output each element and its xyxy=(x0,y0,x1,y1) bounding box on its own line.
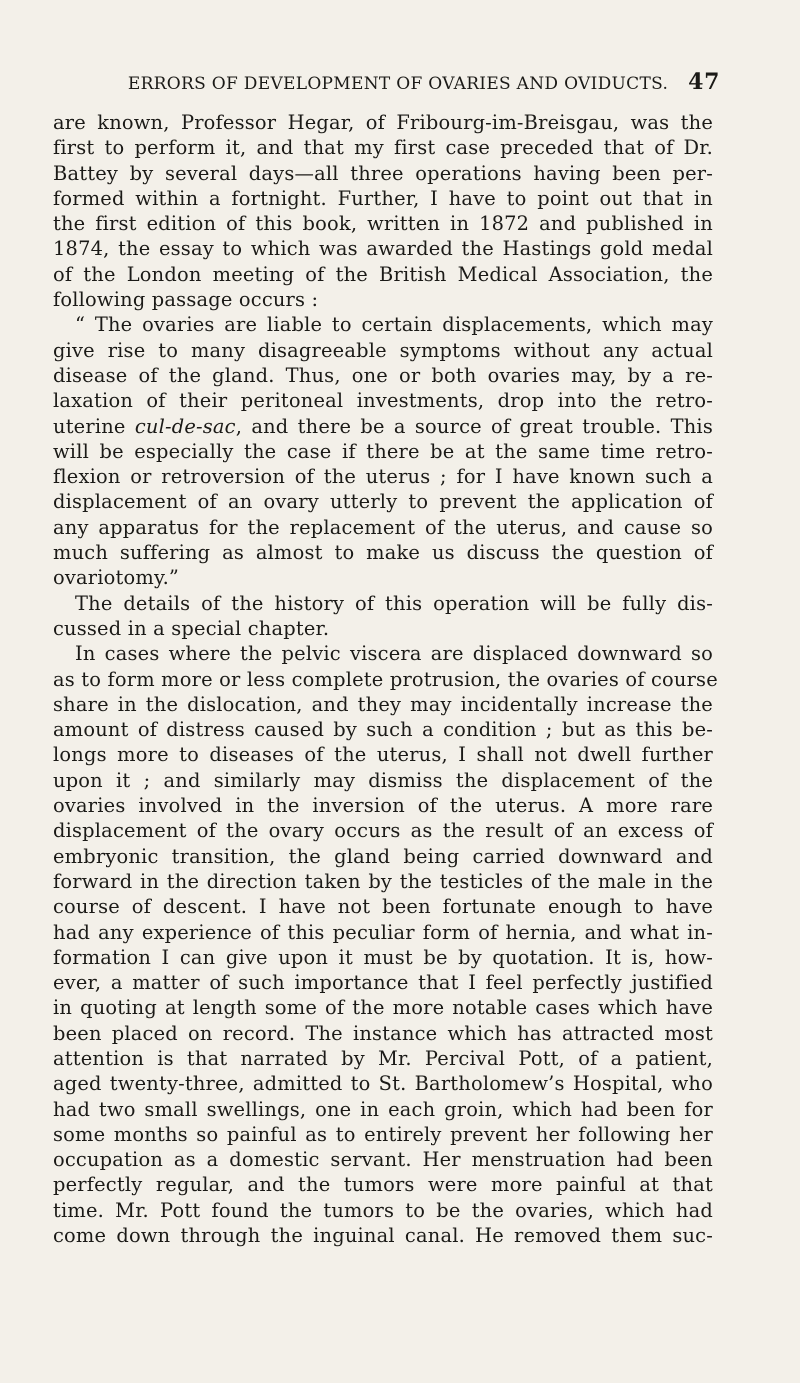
quote-line: give rise to many disagreeable symptoms without any actual xyxy=(53,338,713,362)
text-line: ever, a matter of such importance that I feel perfectly justified xyxy=(53,971,713,995)
text-line: formed within a fortnight. Further, I have to point out that in xyxy=(53,186,713,210)
text-segment: uterine xyxy=(53,414,135,438)
quote-line: will be especially the case if there be at the same time retro- xyxy=(53,439,713,463)
text-line: attention is that narrated by Mr. Percival Pott, of a patient, xyxy=(53,1046,713,1070)
page-number: 47 xyxy=(688,69,720,95)
body-text xyxy=(53,110,718,1248)
text-line: occupation as a domestic servant. Her menstruation had been xyxy=(53,1148,713,1172)
text-line: following passage occurs : xyxy=(53,288,319,312)
text-line: aged twenty-three, admitted to St. Bartholomew’s Hospital, who xyxy=(53,1072,713,1096)
text-line: forward in the direction taken by the testicles of the male in the xyxy=(53,869,713,893)
text-line: In cases where the pelvic viscera are displaced downward so xyxy=(75,642,713,666)
text-line: 1874, the essay to which was awarded the Hastings gold medal xyxy=(53,237,713,261)
text-line: formation I can give upon it must be by quotation. It is, how- xyxy=(53,945,713,969)
text-line: time. Mr. Pott found the tumors to be the ovaries, which had xyxy=(53,1198,713,1222)
text-line: come down through the inguinal canal. He removed them suc- xyxy=(53,1224,713,1248)
quote-line: flexion or retroversion of the uterus ; for I have known such a xyxy=(53,465,713,489)
text-line: Battey by several days—all three operations having been per- xyxy=(53,161,713,185)
text-line: course of descent. I have not been fortunate enough to have xyxy=(53,895,713,919)
text-line: are known, Professor Hegar, of Fribourg-im-Breisgau, was the xyxy=(53,111,713,134)
text-line: embryonic transition, the gland being carried downward and xyxy=(53,844,713,868)
quote-line: “ The ovaries are liable to certain displacements, which may xyxy=(75,313,713,337)
text-line: some months so painful as to entirely prevent her following her xyxy=(53,1122,713,1146)
text-line: upon it ; and similarly may dismiss the displacement of the xyxy=(53,768,713,792)
quote-line: ovariotomy.” xyxy=(53,566,180,590)
quote-line: much suffering as almost to make us discuss the question of xyxy=(53,541,713,565)
text-line: share in the dislocation, and they may incidentally increase the xyxy=(53,692,713,716)
text-line: perfectly regular, and the tumors were more painful at that xyxy=(53,1173,713,1197)
text-line: had any experience of this peculiar form of hernia, and what in- xyxy=(53,920,713,944)
running-title: ERRORS OF DEVELOPMENT OF OVARIES AND OVIDUCTS. xyxy=(127,74,669,94)
text-line: The details of the history of this operation will be fully dis- xyxy=(75,591,713,615)
quote-line: disease of the gland. Thus, one or both ovaries may, by a re- xyxy=(53,363,713,387)
text-segment: , and there be a source of great trouble. This xyxy=(235,414,713,438)
text-line: amount of distress caused by such a condition ; but as this be- xyxy=(53,718,713,742)
text-line: in quoting at length some of the more notable cases which have xyxy=(53,996,713,1020)
text-line: displacement of the ovary occurs as the result of an excess of xyxy=(53,819,713,843)
quote-line: displacement of an ovary utterly to prevent the application of xyxy=(53,490,713,514)
text-line: first to perform it, and that my first case preceded that of Dr. xyxy=(53,136,713,160)
text-line: been placed on record. The instance which has attracted most xyxy=(53,1021,713,1045)
text-line: of the London meeting of the British Medical Association, the xyxy=(53,262,713,286)
text-line: as to form more or less complete protrusion, the ovaries of course xyxy=(53,667,718,691)
quote-line: laxation of their peritoneal investments, drop into the retro- xyxy=(53,389,713,413)
text-line: the first edition of this book, written in 1872 and published in xyxy=(53,212,713,236)
text-line: cussed in a special chapter. xyxy=(53,616,330,640)
text-line: had two small swellings, one in each groin, which had been for xyxy=(53,1097,713,1121)
quote-line xyxy=(53,414,713,439)
text-line: ovaries involved in the inversion of the uterus. A more rare xyxy=(53,794,713,818)
text-line: longs more to diseases of the uterus, I shall not dwell further xyxy=(53,743,713,767)
italic-term: cul-de-sac xyxy=(134,414,236,438)
quote-line: any apparatus for the replacement of the uterus, and cause so xyxy=(53,515,713,539)
running-header xyxy=(0,69,720,95)
